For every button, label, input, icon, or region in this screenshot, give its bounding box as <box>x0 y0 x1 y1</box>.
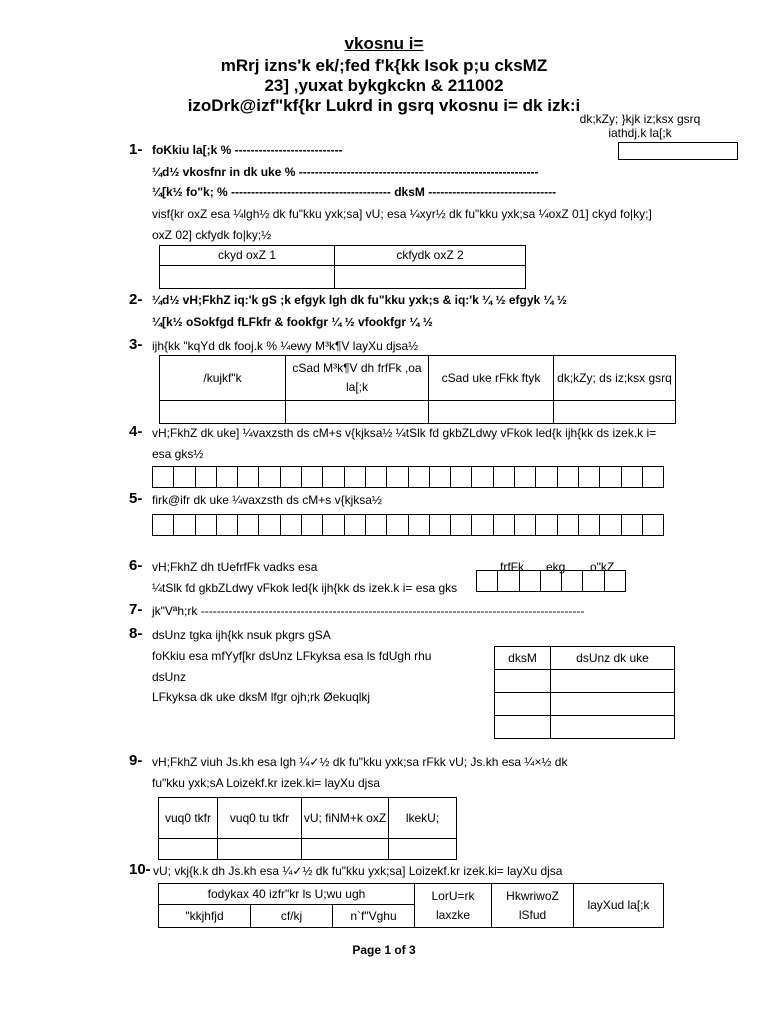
item-number-9: 9- <box>129 752 143 769</box>
deaf-header: cf/kj <box>251 905 333 928</box>
caste-cell-general[interactable] <box>389 839 457 860</box>
item-number-7: 7- <box>129 601 143 618</box>
form-subtitle: izoDrk@izf"kf{kr Lukrd in gsrq vkosnu i= dk izk:i <box>187 96 581 115</box>
item-number-3: 3- <box>129 336 143 353</box>
caste-cell-sc[interactable] <box>159 839 218 860</box>
item-number-10: 10- <box>129 861 151 878</box>
centre-table <box>494 646 675 739</box>
centre-cell[interactable] <box>495 670 551 693</box>
subject-code: ¼[k½ fo"k; % ---------------------------------------- dksM -------------------------------- <box>152 185 557 199</box>
category-choice-label: vH;FkhZ viuh Js.kh esa lgh ¼✓½ dk fu"kku yxk;sa rFkk vU; Js.kh esa ¼×½ dk <box>152 755 568 769</box>
category-instruction-2: oxZ 02] ckfydk fo|ky;½ <box>152 228 272 242</box>
father-name-label: firk@ifr dk uke ¼vaxzsth ds cM+s v{kjksa½ <box>152 493 382 507</box>
office-use-label: dk;kZy; }kjk iz;ksx gsrq <box>579 112 701 126</box>
fee-header-draft: cSad M³k¶V dh frfFk ,oa la[;k <box>286 356 429 401</box>
registration-number-label: iathdj.k la[;k <box>608 126 672 140</box>
disability-group-header: fodykax 40 izfr"kr ls U;wu ugh <box>159 884 415 905</box>
caste-table <box>158 797 457 860</box>
fee-table <box>159 355 676 424</box>
category-instruction: visf{kr oxZ esa ¼lgh½ dk fu"kku yxk;sa] vU; esa ¼xyr½ dk fu"kku yxk;sa ¼oxZ 01] ckyd fo|ky;] <box>152 207 652 221</box>
fee-cell-draft[interactable] <box>286 401 429 424</box>
caste-header-obc: vU; fiNM+k oxZ <box>302 798 389 839</box>
physical-disability-header: "kkjhfjd <box>159 905 251 928</box>
caste-cell-obc[interactable] <box>302 839 389 860</box>
nationality-label: jk"Vªh;rk ------------------------------------------------------------------------------------------------ <box>152 604 585 618</box>
item-number-6: 6- <box>129 557 143 574</box>
centre-header-name: dsUnz dk uke <box>551 647 675 670</box>
board-address: 23] ,yuxat bykgkckn & 211002 <box>264 76 504 95</box>
dob-month-label: ekg <box>546 560 566 574</box>
candidate-name-boxes[interactable] <box>152 466 663 488</box>
item-number-4: 4- <box>129 423 143 440</box>
page-number: Page 1 of 3 <box>352 943 416 957</box>
fee-cell-amount[interactable] <box>160 401 286 424</box>
fee-cell-office[interactable] <box>554 401 676 424</box>
category-table <box>159 245 526 289</box>
centre-cell[interactable] <box>495 693 551 716</box>
exam-centre-label: dsUnz tgka ijh{kk nsuk pkgrs gSA <box>152 628 331 642</box>
candidate-name-label-2: esa gks½ <box>152 447 204 461</box>
exam-centre-instruction-2: dsUnz <box>152 670 187 684</box>
exam-centre-instruction-3: LFkyksa dk uke dksM lfgr ojh;rk Øekuqlkj <box>152 690 371 704</box>
item-number-8: 8- <box>129 625 143 642</box>
centre-cell[interactable] <box>551 716 675 739</box>
fee-header-amount: /kujkf"k <box>160 356 286 401</box>
caste-cell-st[interactable] <box>218 839 302 860</box>
caste-header-general: lkekU; <box>389 798 457 839</box>
centre-cell[interactable] <box>551 670 675 693</box>
item-number-1: 1- <box>129 141 143 158</box>
reservation-label: vU; vkj{k.k dh Js.kh esa ¼✓½ dk fu"kku yxk;sa] Loizekf.kr izek.ki= layXu djsa <box>153 864 563 878</box>
dob-boxes[interactable] <box>476 570 625 592</box>
dob-year-label: o"kZ <box>590 560 615 574</box>
enclosure-count-header: layXud la[;k <box>574 884 664 928</box>
caste-header-st: vuq0 tu tkfr <box>218 798 302 839</box>
category-cell-boys[interactable] <box>160 266 335 289</box>
category-header-boys: ckyd oxZ 1 <box>160 246 335 266</box>
reservation-table <box>158 883 664 928</box>
marital-status-question: ¼[k½ oSokfgd fLFkfr & fookfgr ¼ ½ vfookfgr ¼ ½ <box>152 315 433 329</box>
form-title: vkosnu i= <box>344 34 424 53</box>
item-number-5: 5- <box>129 490 143 507</box>
centre-cell[interactable] <box>551 693 675 716</box>
candidate-name-label: vH;FkhZ dk uke] ¼vaxzsth ds cM+s v{kjksa½ ¼tSlk fd gkbZLdwy vFkok led{k ijh{kk ds izek.k i= <box>152 426 657 440</box>
gender-question: ¼d½ vH;FkhZ iq:'k gS ;k efgyk lgh dk fu"kku yxk;s & iq:'k ¼ ½ efgyk ¼ ½ <box>152 293 567 307</box>
dob-label-2: ¼tSlk fd gkbZLdwy vFkok led{k ijh{kk ds izek.k i= esa gks <box>152 581 458 595</box>
applied-post: ¼d½ vkosfnr in dk uke % ------------------------------------------------------------ <box>152 165 539 179</box>
centre-header-code: dksM <box>495 647 551 670</box>
registration-number-field[interactable] <box>618 142 738 160</box>
ex-serviceman-header: HkwriwoZ lSfud <box>492 884 574 928</box>
item-number-2: 2- <box>129 291 143 308</box>
dob-day-label: frfFk <box>500 560 524 574</box>
exam-centre-instruction: foKkiu esa mfYyf[kr dsUnz LFkyksa esa ls fdUgh rhu <box>152 649 432 663</box>
blind-header: n`f"Vghu <box>333 905 415 928</box>
fee-details: ijh{kk "kqYd dk fooj.k % ¼ewy M³k¶V layXu djsa½ <box>152 339 419 353</box>
category-cell-girls[interactable] <box>335 266 526 289</box>
fee-cell-bank[interactable] <box>429 401 554 424</box>
category-choice-label-2: fu"kku yxk;sA Loizekf.kr izek.ki= layXu djsa <box>152 776 381 790</box>
fee-header-bank: cSad uke rFkk ftyk <box>429 356 554 401</box>
fee-header-office: dk;kZy; ds iz;ksx gsrq <box>554 356 676 401</box>
advertisement-number: foKkiu la[;k % --------------------------- <box>152 143 343 157</box>
caste-header-sc: vuq0 tkfr <box>159 798 218 839</box>
freedom-fighter-header: LorU=rk laxzke <box>415 884 492 928</box>
dob-label: vH;FkhZ dh tUefrfFk vadks esa <box>152 560 318 574</box>
centre-cell[interactable] <box>495 716 551 739</box>
father-name-boxes[interactable] <box>152 514 663 536</box>
board-name: mRrj izns'k ek/;fed f'k{kk Isok p;u cksMZ <box>220 56 548 75</box>
category-header-girls: ckfydk oxZ 2 <box>335 246 526 266</box>
